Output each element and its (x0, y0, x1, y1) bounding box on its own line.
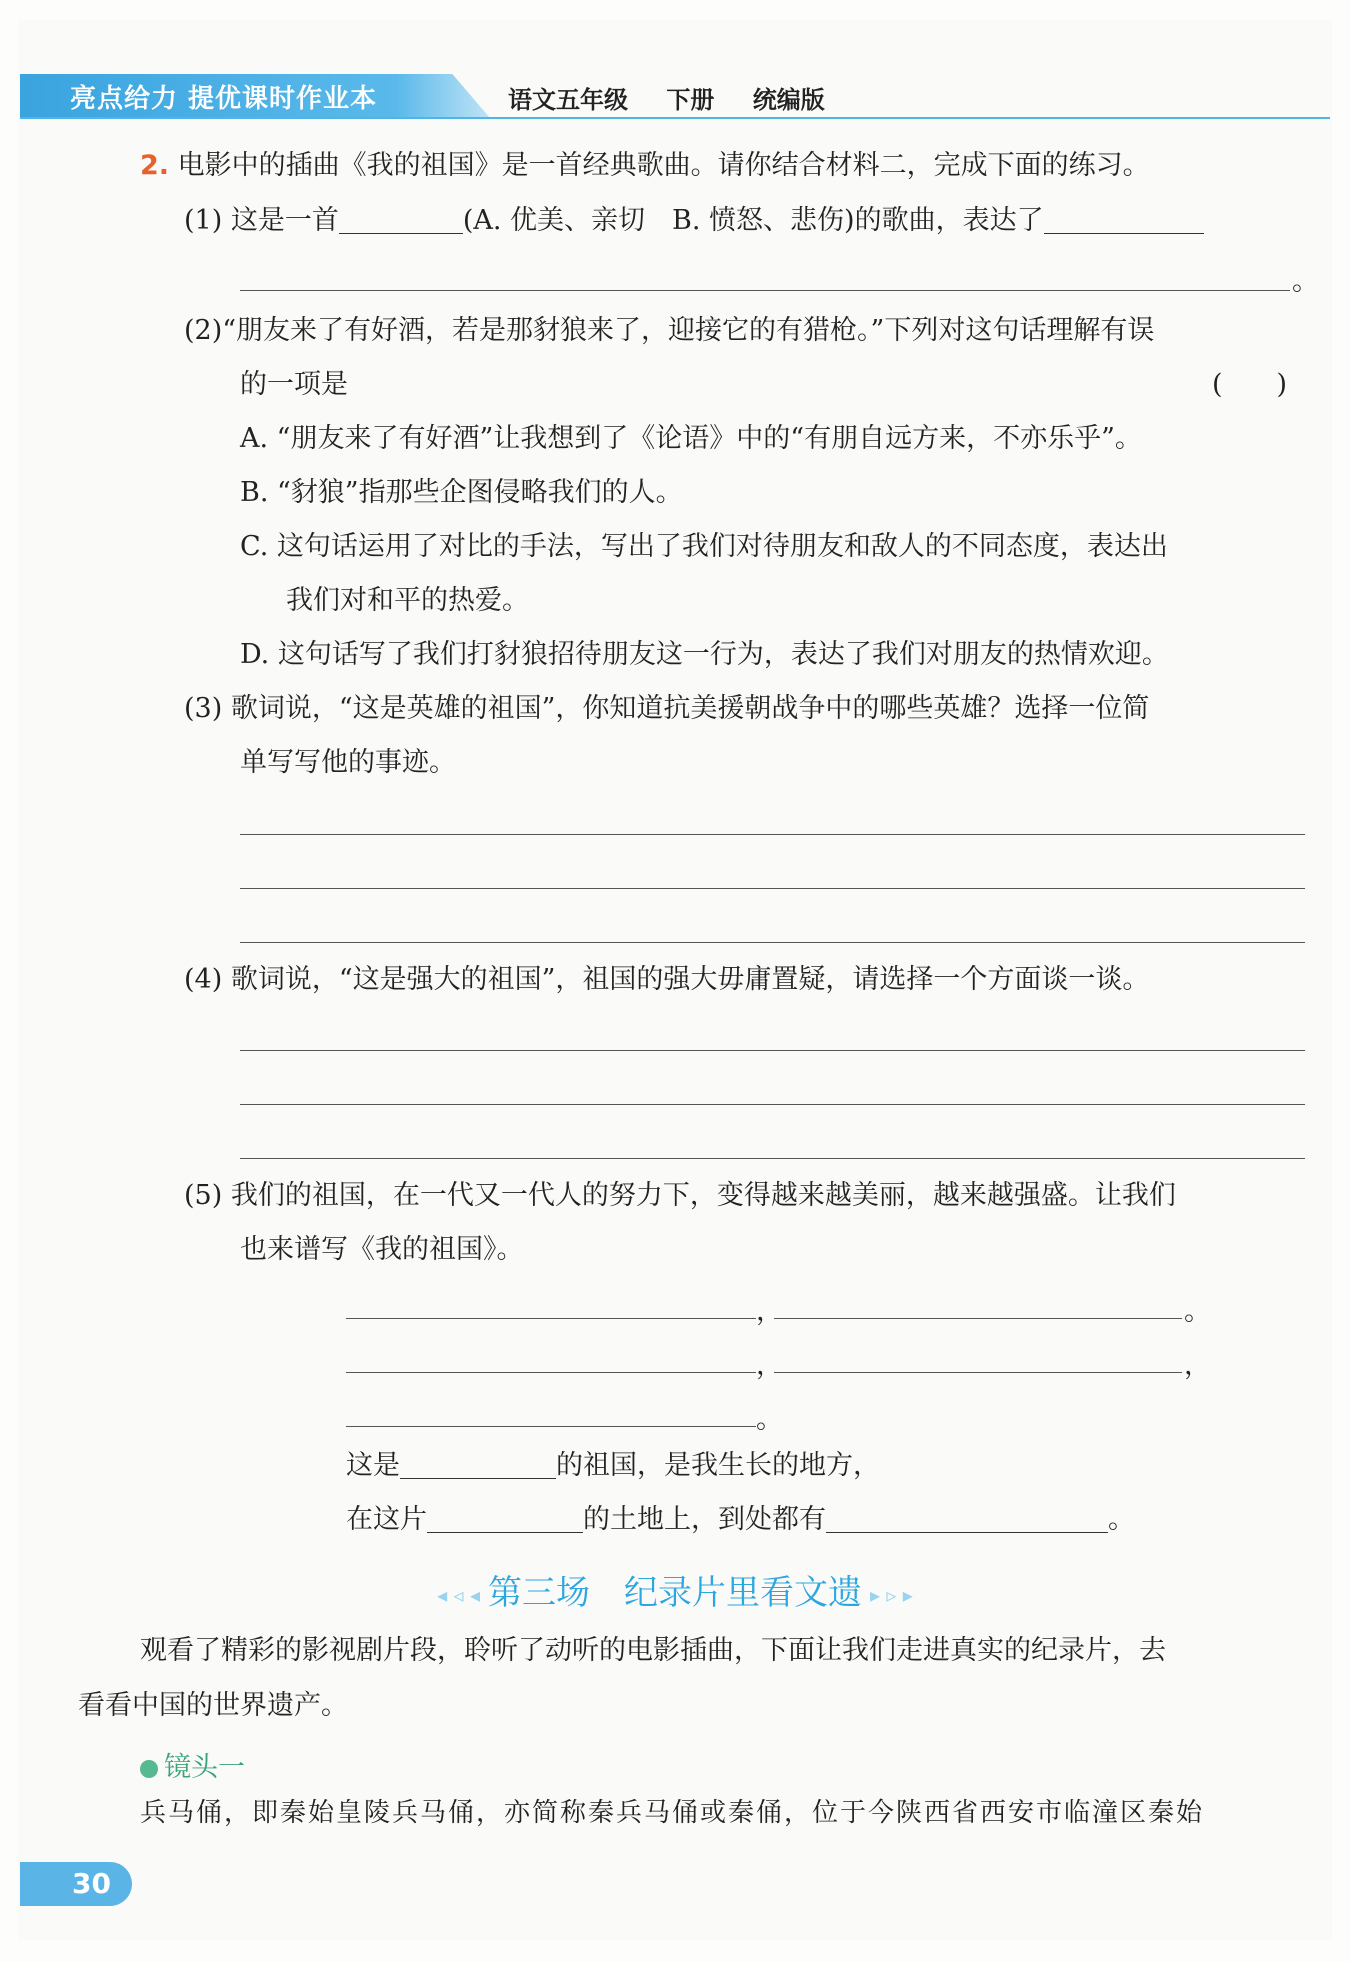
sub-question-3-line1: (3) 歌词说，“这是英雄的祖国”，你知道抗美援朝战争中的哪些英雄？选择一位简 (184, 693, 1150, 724)
answer-line[interactable] (240, 834, 1305, 835)
comma-mark: ， (1184, 1350, 1211, 1381)
question-2-text: 电影中的插曲《我的祖国》是一首经典歌曲。请你结合材料二，完成下面的练习。 (177, 150, 1150, 181)
comma-mark: ， (756, 1350, 783, 1381)
period-mark: 。 (1292, 266, 1319, 297)
option-c-line1: C. 这句话运用了对比的手法，写出了我们对待朋友和敌人的不同态度，表达出 (240, 531, 1168, 562)
section-title (0, 1565, 1350, 1614)
sub-question-5-line2: 也来谱写《我的祖国》。 (240, 1234, 524, 1265)
header-subject: 语文五年级 (508, 86, 628, 114)
sub-question-1-text-a: (1) 这是一首 (184, 205, 339, 236)
sub-question-2-line1: (2)“朋友来了有好酒，若是那豺狼来了，迎接它的有猎枪。”下列对这句话理解有误 (184, 315, 1155, 346)
section-title-text: 第三场 纪录片里看文遗 (488, 1573, 862, 1613)
answer-line[interactable] (240, 1050, 1305, 1051)
answer-line[interactable] (240, 888, 1305, 889)
question-number: 2. (140, 150, 170, 181)
option-a: A. “朋友来了有好酒”让我想到了《论语》中的“有朋自远方来，不亦乐乎”。 (240, 423, 1142, 454)
right-arrows-icon: ▸ ▹ ▸ (870, 1582, 913, 1607)
sub-question-1 (184, 207, 1204, 234)
header-volume: 下册 (666, 86, 715, 114)
sub-question-3-line2: 单写写他的事迹。 (240, 747, 456, 778)
page-number: 30 (20, 1862, 132, 1906)
period-mark: 。 (756, 1404, 783, 1435)
answer-parentheses[interactable]: ( ) (1212, 369, 1288, 400)
left-arrows-icon: ◂ ◃ ◂ (437, 1582, 480, 1607)
poem-line-5-text-b: 的祖国，是我生长的地方， (556, 1450, 880, 1481)
answer-blank[interactable] (1044, 207, 1204, 234)
period-mark: 。 (1184, 1296, 1211, 1327)
intro-paragraph-line2: 看看中国的世界遗产。 (78, 1690, 348, 1721)
poem-blank[interactable] (346, 1426, 756, 1427)
poem-blank[interactable] (400, 1452, 556, 1479)
option-c-line2: 我们对和平的热爱。 (286, 585, 529, 616)
answer-line[interactable] (240, 942, 1305, 943)
poem-blank[interactable] (346, 1372, 756, 1373)
poem-line-5 (346, 1452, 880, 1479)
sub-question-4: (4) 歌词说，“这是强大的祖国”，祖国的强大毋庸置疑，请选择一个方面谈一谈。 (184, 964, 1150, 995)
option-d: D. 这句话写了我们打豺狼招待朋友这一行为，表达了我们对朋友的热情欢迎。 (240, 639, 1169, 670)
question-2-intro (140, 152, 1150, 179)
shot-1-text: 兵马俑，即秦始皇陵兵马俑，亦简称秦兵马俑或秦俑，位于今陕西省西安市临潼区秦始 (140, 1798, 1205, 1828)
poem-blank[interactable] (346, 1318, 756, 1319)
poem-line-5-text-a: 这是 (346, 1450, 400, 1481)
period-mark: 。 (1108, 1504, 1135, 1535)
option-b: B. “豺狼”指那些企图侵略我们的人。 (240, 477, 683, 508)
answer-line[interactable] (240, 1158, 1305, 1159)
sub-question-1-text-b: (A. 优美、亲切 B. 愤怒、悲伤)的歌曲，表达了 (462, 205, 1044, 236)
poem-blank[interactable] (826, 1506, 1108, 1533)
poem-line-6 (346, 1506, 1135, 1533)
poem-blank[interactable] (774, 1372, 1182, 1373)
poem-line-6-text-a: 在这片 (346, 1504, 427, 1535)
poem-blank[interactable] (774, 1318, 1182, 1319)
poem-blank[interactable] (427, 1506, 583, 1533)
header-rule (20, 117, 1330, 119)
sub-question-5-line1: (5) 我们的祖国，在一代又一代人的努力下，变得越来越美丽，越来越强盛。让我们 (184, 1180, 1176, 1211)
bullet-icon (140, 1760, 158, 1778)
comma-mark: ， (756, 1296, 783, 1327)
sub-question-2-line2: 的一项是 (240, 369, 348, 400)
header-info (508, 80, 855, 115)
answer-line[interactable] (240, 290, 1290, 291)
intro-paragraph-line1: 观看了精彩的影视剧片段，聆听了动听的电影插曲，下面让我们走进真实的纪录片，去 (140, 1635, 1166, 1666)
header-edition: 统编版 (752, 86, 825, 114)
poem-line-6-text-b: 的土地上，到处都有 (583, 1504, 826, 1535)
answer-line[interactable] (240, 1104, 1305, 1105)
shot-heading-label: 镜头一 (164, 1752, 245, 1783)
header-brand: 亮点给力 提优课时作业本 (70, 84, 378, 114)
answer-blank[interactable] (339, 207, 463, 234)
shot-heading (140, 1745, 245, 1784)
